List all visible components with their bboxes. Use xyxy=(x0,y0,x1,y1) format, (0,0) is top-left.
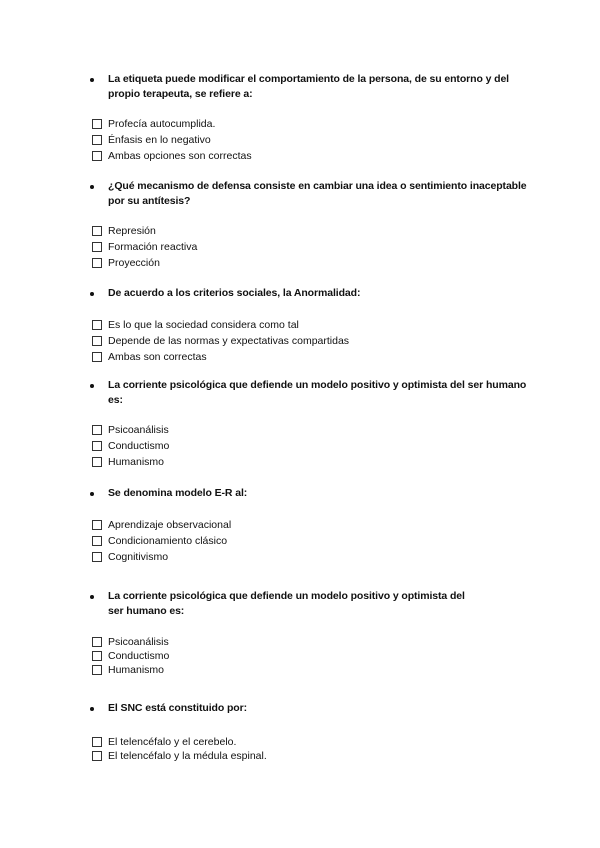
checkbox[interactable] xyxy=(92,336,102,346)
option-label: Cognitivismo xyxy=(108,551,169,563)
checkbox[interactable] xyxy=(92,151,102,161)
option[interactable] xyxy=(90,132,540,148)
checkbox[interactable] xyxy=(92,457,102,467)
option-label: Conductismo xyxy=(108,440,170,452)
option-label: Énfasis en lo negativo xyxy=(108,134,211,146)
bullet-icon xyxy=(90,384,94,388)
question-text: La corriente psicológica que defiende un modelo positivo y optimista del ser humano es: xyxy=(108,379,527,406)
option-label: Humanismo xyxy=(108,664,165,676)
checkbox[interactable] xyxy=(92,320,102,330)
option[interactable] xyxy=(90,533,540,549)
question-heading xyxy=(90,701,540,716)
option-label: Profecía autocumplida. xyxy=(108,118,216,130)
option[interactable] xyxy=(90,749,540,763)
option[interactable] xyxy=(90,663,470,677)
option-label: El telencéfalo y la médula espinal. xyxy=(108,750,267,762)
bullet-icon xyxy=(90,595,94,599)
question-heading xyxy=(90,589,470,619)
option[interactable] xyxy=(90,454,540,470)
checkbox[interactable] xyxy=(92,352,102,362)
question-5 xyxy=(90,486,540,565)
option-label: El telencéfalo y el cerebelo. xyxy=(108,736,237,748)
checkbox[interactable] xyxy=(92,637,102,647)
option[interactable] xyxy=(90,317,540,333)
question-heading xyxy=(90,179,540,209)
checkbox[interactable] xyxy=(92,242,102,252)
question-heading xyxy=(90,378,540,408)
option[interactable] xyxy=(90,116,540,132)
checkbox[interactable] xyxy=(92,119,102,129)
question-heading xyxy=(90,72,540,102)
bullet-icon xyxy=(90,492,94,496)
option[interactable] xyxy=(90,438,540,454)
question-6 xyxy=(90,589,470,677)
checkbox[interactable] xyxy=(92,441,102,451)
option[interactable] xyxy=(90,422,540,438)
checkbox[interactable] xyxy=(92,226,102,236)
question-1 xyxy=(90,72,540,164)
question-2 xyxy=(90,179,540,271)
bullet-icon xyxy=(90,707,94,711)
question-text: De acuerdo a los criterios sociales, la Anormalidad: xyxy=(108,287,361,299)
option-label: Represión xyxy=(108,225,156,237)
option-label: Aprendizaje observacional xyxy=(108,519,232,531)
option[interactable] xyxy=(90,649,470,663)
option[interactable] xyxy=(90,517,540,533)
option-label: Ambas opciones son correctas xyxy=(108,150,252,162)
question-heading xyxy=(90,486,540,501)
option-label: Conductismo xyxy=(108,650,170,662)
checkbox[interactable] xyxy=(92,751,102,761)
option[interactable] xyxy=(90,349,540,365)
option[interactable] xyxy=(90,255,540,271)
option[interactable] xyxy=(90,223,540,239)
checkbox[interactable] xyxy=(92,135,102,145)
checkbox[interactable] xyxy=(92,552,102,562)
checkbox[interactable] xyxy=(92,425,102,435)
checkbox[interactable] xyxy=(92,520,102,530)
checkbox[interactable] xyxy=(92,665,102,675)
question-text: Se denomina modelo E-R al: xyxy=(108,487,248,499)
option-label: Proyección xyxy=(108,257,160,269)
option-label: Es lo que la sociedad considera como tal xyxy=(108,319,299,331)
question-heading xyxy=(90,286,540,301)
checkbox[interactable] xyxy=(92,258,102,268)
option-label: Psicoanálisis xyxy=(108,636,169,648)
option[interactable] xyxy=(90,239,540,255)
question-3 xyxy=(90,286,540,365)
question-text: La corriente psicológica que defiende un modelo positivo y optimista del ser humano es: xyxy=(108,590,465,617)
checkbox[interactable] xyxy=(92,536,102,546)
bullet-icon xyxy=(90,292,94,296)
option[interactable] xyxy=(90,735,540,749)
option[interactable] xyxy=(90,333,540,349)
bullet-icon xyxy=(90,185,94,189)
option[interactable] xyxy=(90,549,540,565)
question-4 xyxy=(90,378,540,470)
option-label: Humanismo xyxy=(108,456,165,468)
question-7 xyxy=(90,701,540,763)
option-label: Psicoanálisis xyxy=(108,424,169,436)
option[interactable] xyxy=(90,148,540,164)
question-text: ¿Qué mecanismo de defensa consiste en cambiar una idea o sentimiento inaceptable por su antítesis? xyxy=(108,180,527,207)
option[interactable] xyxy=(90,635,470,649)
checkbox[interactable] xyxy=(92,737,102,747)
option-label: Ambas son correctas xyxy=(108,351,207,363)
question-text: El SNC está constituido por: xyxy=(108,702,247,714)
option-label: Formación reactiva xyxy=(108,241,198,253)
question-text: La etiqueta puede modificar el comportamiento de la persona, de su entorno y del propio terapeuta, se refiere a: xyxy=(108,73,509,100)
bullet-icon xyxy=(90,78,94,82)
option-label: Depende de las normas y expectativas compartidas xyxy=(108,335,350,347)
option-label: Condicionamiento clásico xyxy=(108,535,228,547)
checkbox[interactable] xyxy=(92,651,102,661)
